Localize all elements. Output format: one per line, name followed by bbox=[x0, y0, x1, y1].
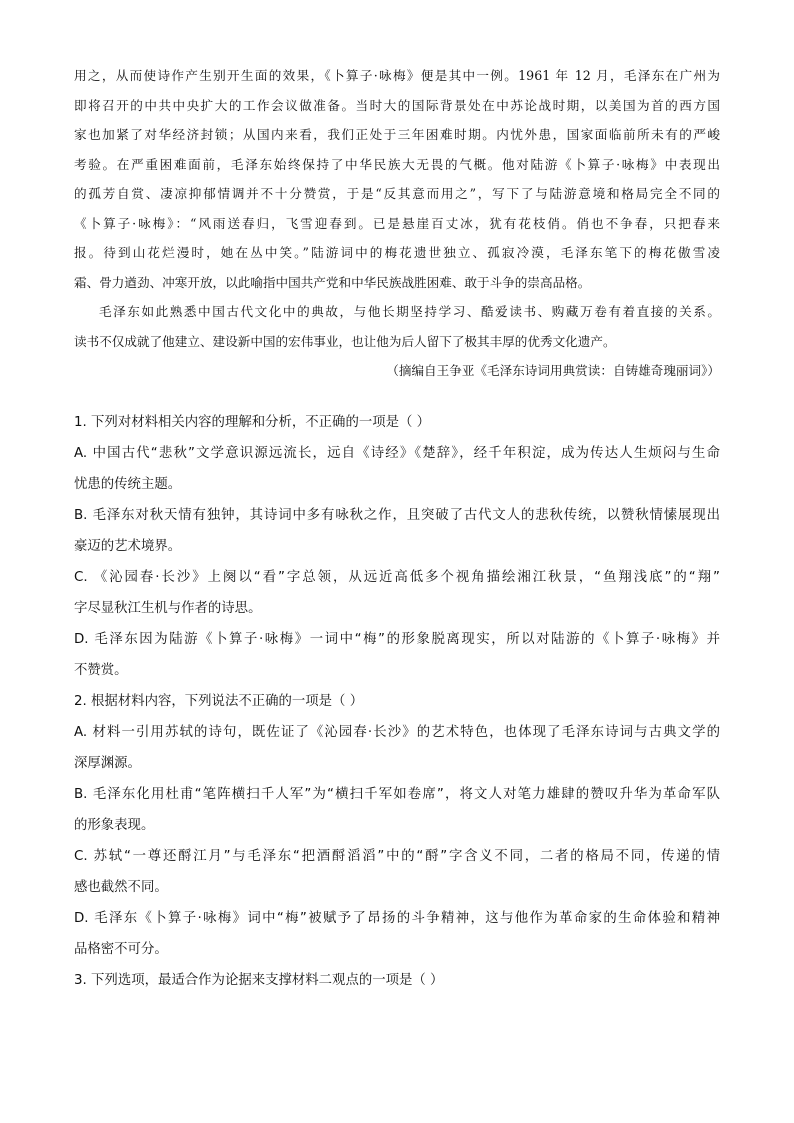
passage-line: 毛泽东如此熟悉中国古代文化中的典故，与他长期坚持学习、酷爱读书、购藏万卷有着直接的关系。 bbox=[99, 304, 720, 319]
passage-line: 家也加紧了对华经济封锁；从国内来看，我们正处于三年困难时期。内忧外患，国家面临前所未有的严峻 bbox=[74, 127, 720, 142]
option-1a: A. 中国古代“悲秋”文学意识源远流长，远自《诗经》《楚辞》，经千年积淀，成为传达人生烦闷与生命 bbox=[74, 446, 720, 461]
passage-line: 《卜算子·咏梅》：“风雨送春归，飞雪迎春到。已是悬崖百丈冰，犹有花枝俏。俏也不争春，只把春来 bbox=[74, 215, 720, 231]
question-stem-3: 3. 下列选项，最适合作为论据来支撑材料二观点的一项是（ ） bbox=[74, 973, 444, 988]
option-2b-cont: 的形象表现。 bbox=[74, 818, 155, 833]
option-1a-cont: 忧患的传统主题。 bbox=[74, 477, 182, 492]
passage-line: 考验。在严重困难面前，毛泽东始终保持了中华民族大无畏的气概。他对陆游《卜算子·咏梅》中表现出 bbox=[74, 156, 720, 172]
passage-line: 的孤芳自赏、凄凉抑郁情调并不十分赞赏，于是“反其意而用之”，写下了与陆游意境和格局完全不同的 bbox=[74, 186, 720, 201]
option-2d-cont: 品格密不可分。 bbox=[74, 942, 168, 957]
option-1b: B. 毛泽东对秋天情有独钟，其诗词中多有咏秋之作，且突破了古代文人的悲秋传统，以赞秋情愫展现出 bbox=[74, 508, 720, 523]
passage-line: 用之，从而使诗作产生别开生面的效果，《卜算子·咏梅》便是其中一例。1961 年 12 月，毛泽东在广州为 bbox=[74, 68, 720, 83]
option-1d-cont: 不赞赏。 bbox=[74, 663, 128, 678]
passage-line: 即将召开的中共中央扩大的工作会议做准备。当时大的国际背景处在中苏论战时期，以美国为首的西方国 bbox=[74, 97, 720, 113]
option-1c: C. 《沁园春·长沙》上阕以“看”字总领，从远近高低多个视角描绘湘江秋景，“鱼翔浅底”的“翔” bbox=[74, 570, 720, 585]
passage-line: 报。待到山花烂漫时，她在丛中笑。”陆游词中的梅花遗世独立、孤寂冷漠，毛泽东笔下的梅花傲雪凌 bbox=[74, 245, 720, 260]
option-1b-cont: 豪迈的艺术境界。 bbox=[74, 539, 182, 554]
passage-line: 读书不仅成就了他建立、建设新中国的宏伟事业，也让他为后人留下了极其丰厚的优秀文化遗产。 bbox=[74, 333, 616, 349]
question-list bbox=[74, 407, 720, 996]
option-1d: D. 毛泽东因为陆游《卜算子·咏梅》一词中“梅”的形象脱离现实，所以对陆游的《卜算子·咏梅》并 bbox=[74, 632, 720, 647]
passage-line: 霜、骨力遒劲、冲寒开放，以此喻指中国共产党和中华民族战胜困难、敢于斗争的崇高品格。 bbox=[74, 274, 591, 290]
question-stem-1: 1. 下列对材料相关内容的理解和分析，不正确的一项是（ ） bbox=[74, 415, 431, 430]
option-2c-cont: 感也截然不同。 bbox=[74, 880, 168, 895]
reading-passage bbox=[74, 61, 720, 386]
option-2d: D. 毛泽东《卜算子·咏梅》词中“梅”被赋予了昂扬的斗争精神，这与他作为革命家的生命体验和精神 bbox=[74, 911, 720, 926]
option-2c: C. 苏轼“一尊还酹江月”与毛泽东“把酒酹滔滔”中的“酹”字含义不同，二者的格局不同，传递的情 bbox=[74, 849, 720, 864]
option-2a-cont: 深厚渊源。 bbox=[74, 756, 141, 771]
question-stem-2: 2. 根据材料内容，下列说法不正确的一项是（ ） bbox=[74, 694, 364, 709]
option-2a: A. 材料一引用苏轼的诗句，既佐证了《沁园春·长沙》的艺术特色，也体现了毛泽东诗词与古典文学的 bbox=[74, 725, 720, 740]
passage-source: （摘编自王争亚《毛泽东诗词用典赏读：自铸雄奇瑰丽词》） bbox=[386, 363, 720, 378]
option-1c-cont: 字尽显秋江生机与作者的诗思。 bbox=[74, 601, 262, 616]
option-2b: B. 毛泽东化用杜甫“笔阵横扫千人军”为“横扫千军如卷席”，将文人对笔力雄肆的赞叹升华为革命军队 bbox=[74, 787, 720, 802]
